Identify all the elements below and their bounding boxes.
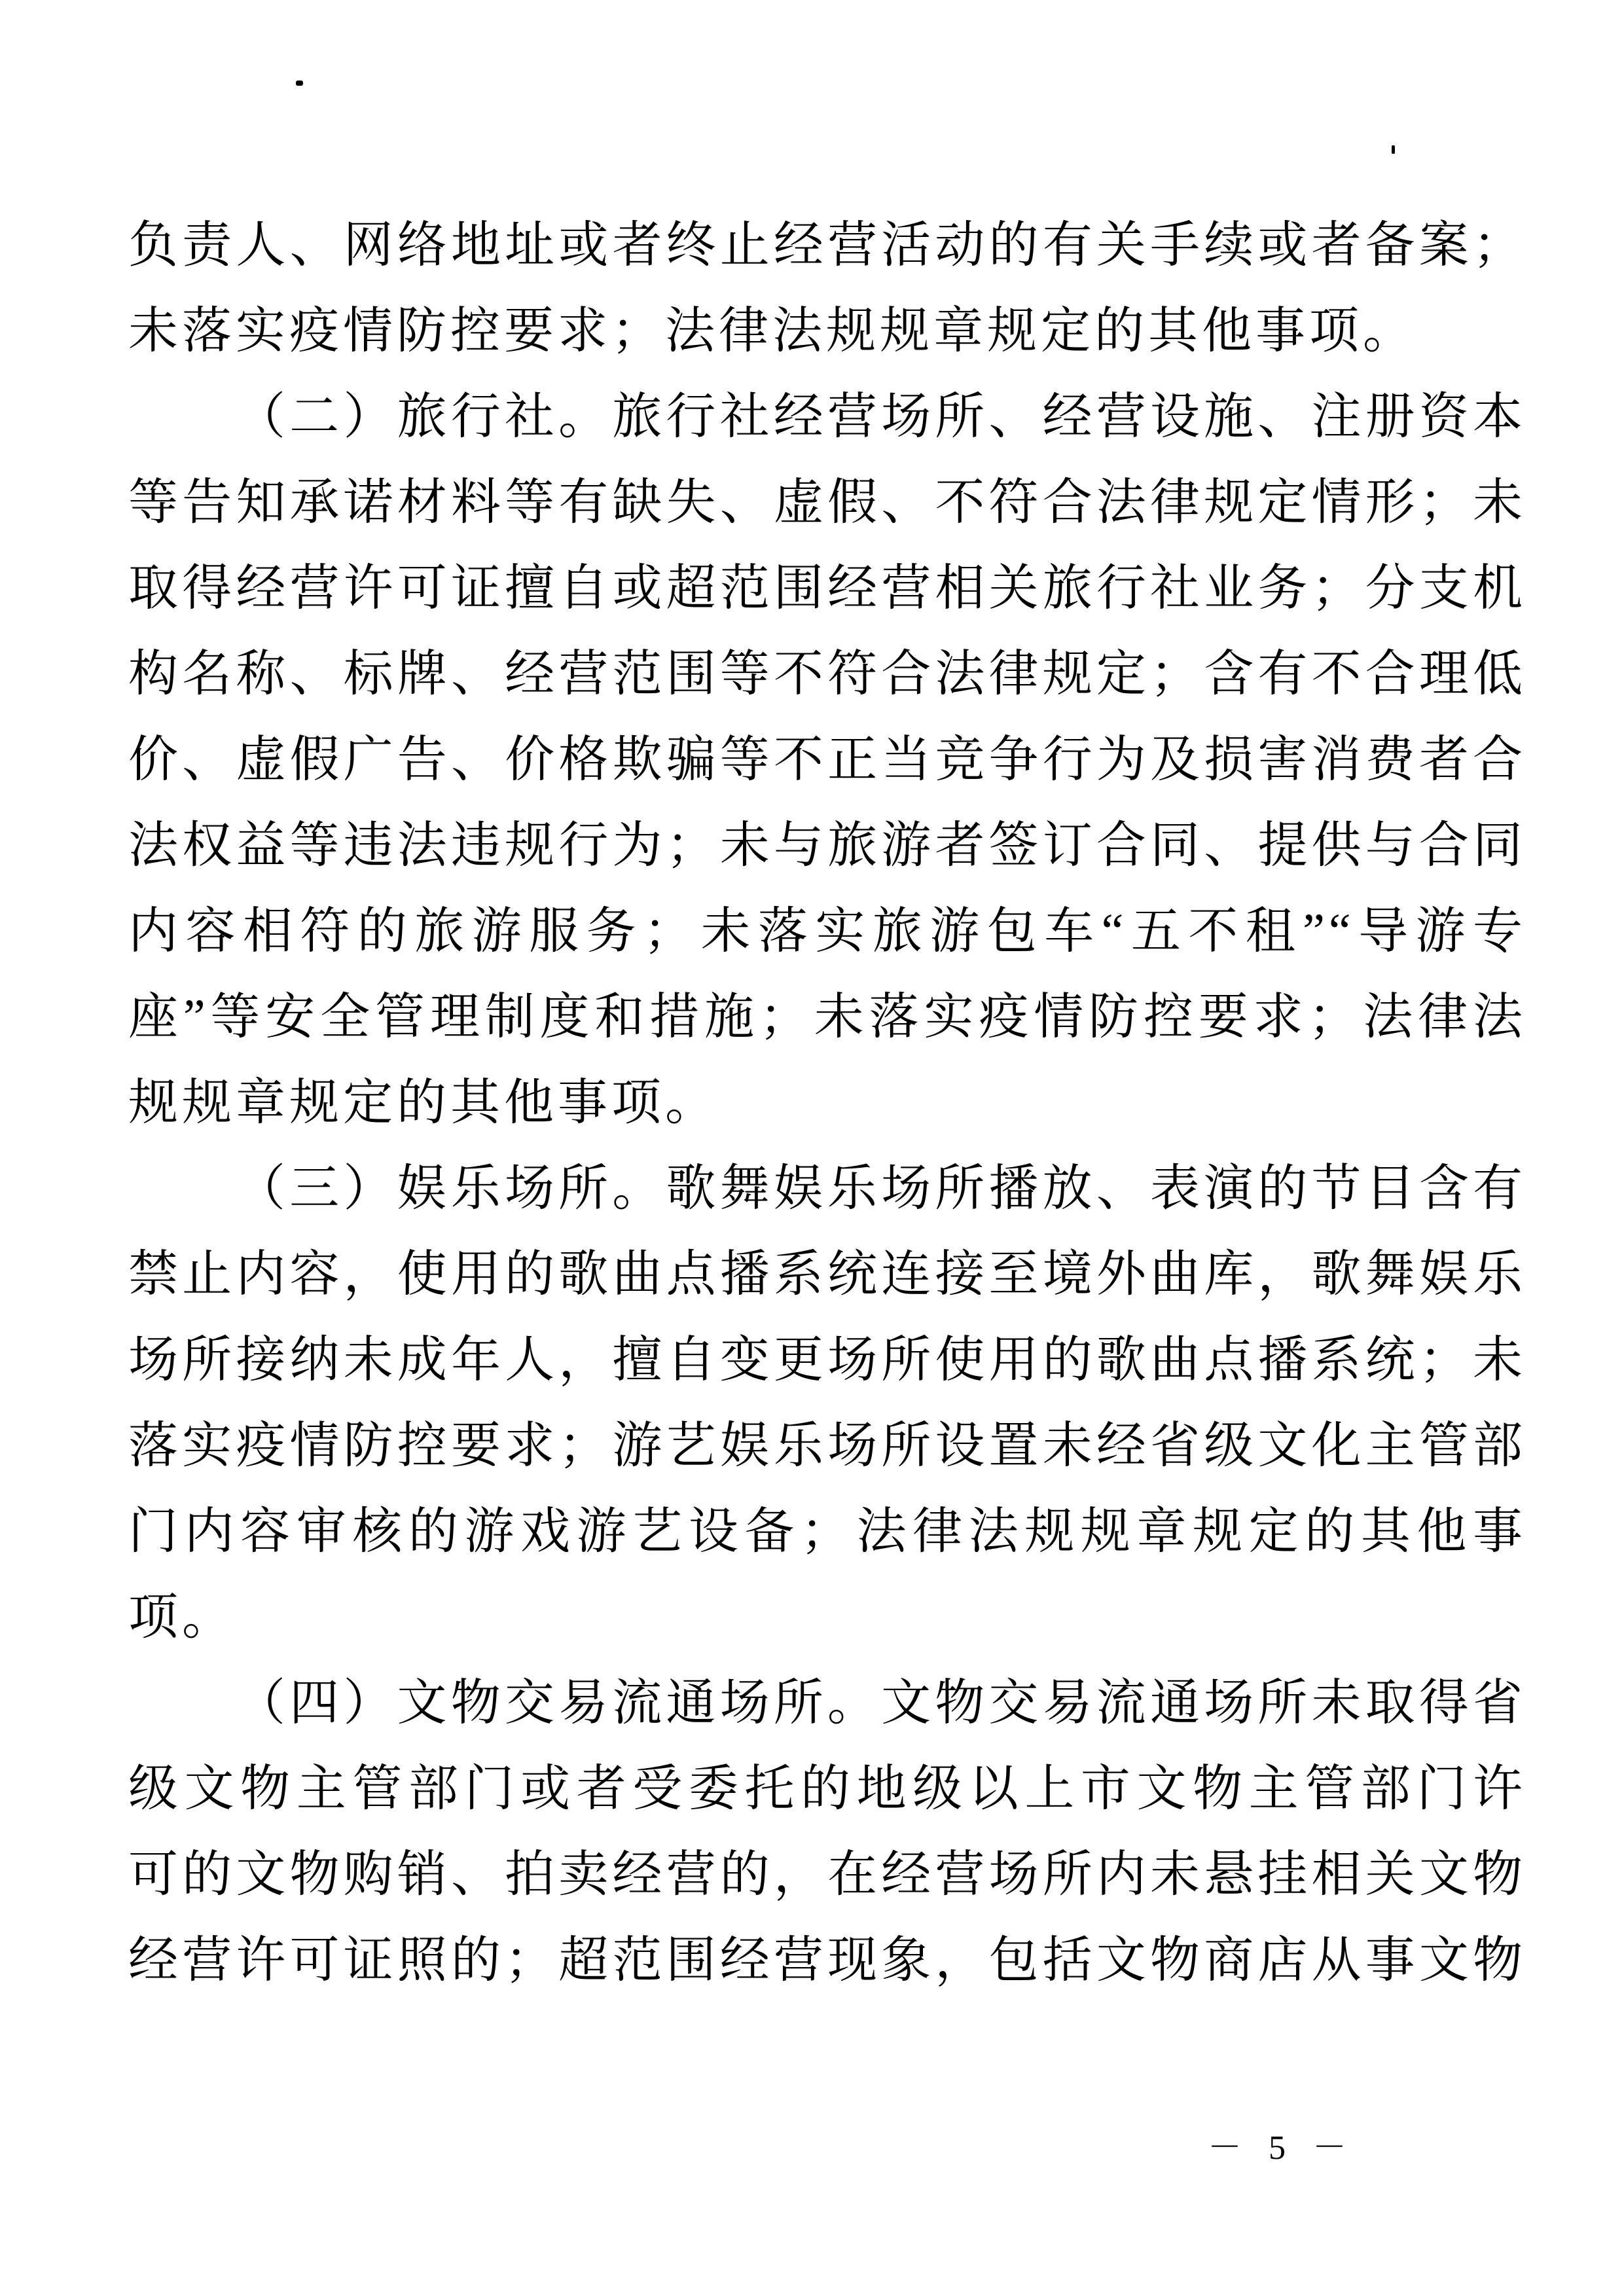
text-line: 取得经营许可证擅自或超范围经营相关旅行社业务；分支机 [128, 561, 1526, 616]
text-line: 可的文物购销、拍卖经营的，在经营场所内未悬挂相关文物 [128, 1847, 1526, 1902]
text-line: 场所接纳未成年人，擅自变更场所使用的歌曲点播系统；未 [128, 1333, 1526, 1388]
text-line: 未落实疫情防控要求；法律法规规章规定的其他事项。 [128, 304, 1416, 359]
text-line: （三）娱乐场所。歌舞娱乐场所播放、表演的节目含有 [236, 1161, 1526, 1216]
text-line: 禁止内容，使用的歌曲点播系统连接至境外曲库，歌舞娱乐 [128, 1247, 1526, 1302]
document-text-block [128, 203, 1526, 2004]
text-line: 项。 [128, 1590, 236, 1645]
scan-artifact-dot [296, 81, 303, 86]
text-line: 级文物主管部门或者受委托的地级以上市文物主管部门许 [128, 1762, 1526, 1816]
text-line: 法权益等违法违规行为；未与旅游者签订合同、提供与合同 [128, 818, 1526, 873]
text-line: 等告知承诺材料等有缺失、虚假、不符合法律规定情形；未 [128, 475, 1526, 530]
text-line: 座”等安全管理制度和措施；未落实疫情防控要求；法律法 [128, 990, 1526, 1045]
text-line: 经营许可证照的；超范围经营现象，包括文物商店从事文物 [128, 1933, 1526, 1988]
text-line: 负责人、网络地址或者终止经营活动的有关手续或者备案； [128, 218, 1526, 273]
text-line: 门内容审核的游戏游艺设备；法律法规规章规定的其他事 [128, 1504, 1526, 1559]
text-line: （四）文物交易流通场所。文物交易流通场所未取得省 [236, 1676, 1526, 1731]
page-number: － 5 － [1208, 2129, 1356, 2167]
text-line: 规规章规定的其他事项。 [128, 1075, 719, 1130]
text-line: 价、虚假广告、价格欺骗等不正当竞争行为及损害消费者合 [128, 732, 1526, 787]
text-line: 内容相符的旅游服务；未落实旅游包车“五不租”“导游专 [128, 904, 1526, 959]
text-line: （二）旅行社。旅行社经营场所、经营设施、注册资本 [236, 389, 1526, 444]
text-line: 构名称、标牌、经营范围等不符合法律规定；含有不合理低 [128, 647, 1526, 702]
scan-artifact-dot [1392, 145, 1395, 154]
text-line: 落实疫情防控要求；游艺娱乐场所设置未经省级文化主管部 [128, 1419, 1526, 1473]
